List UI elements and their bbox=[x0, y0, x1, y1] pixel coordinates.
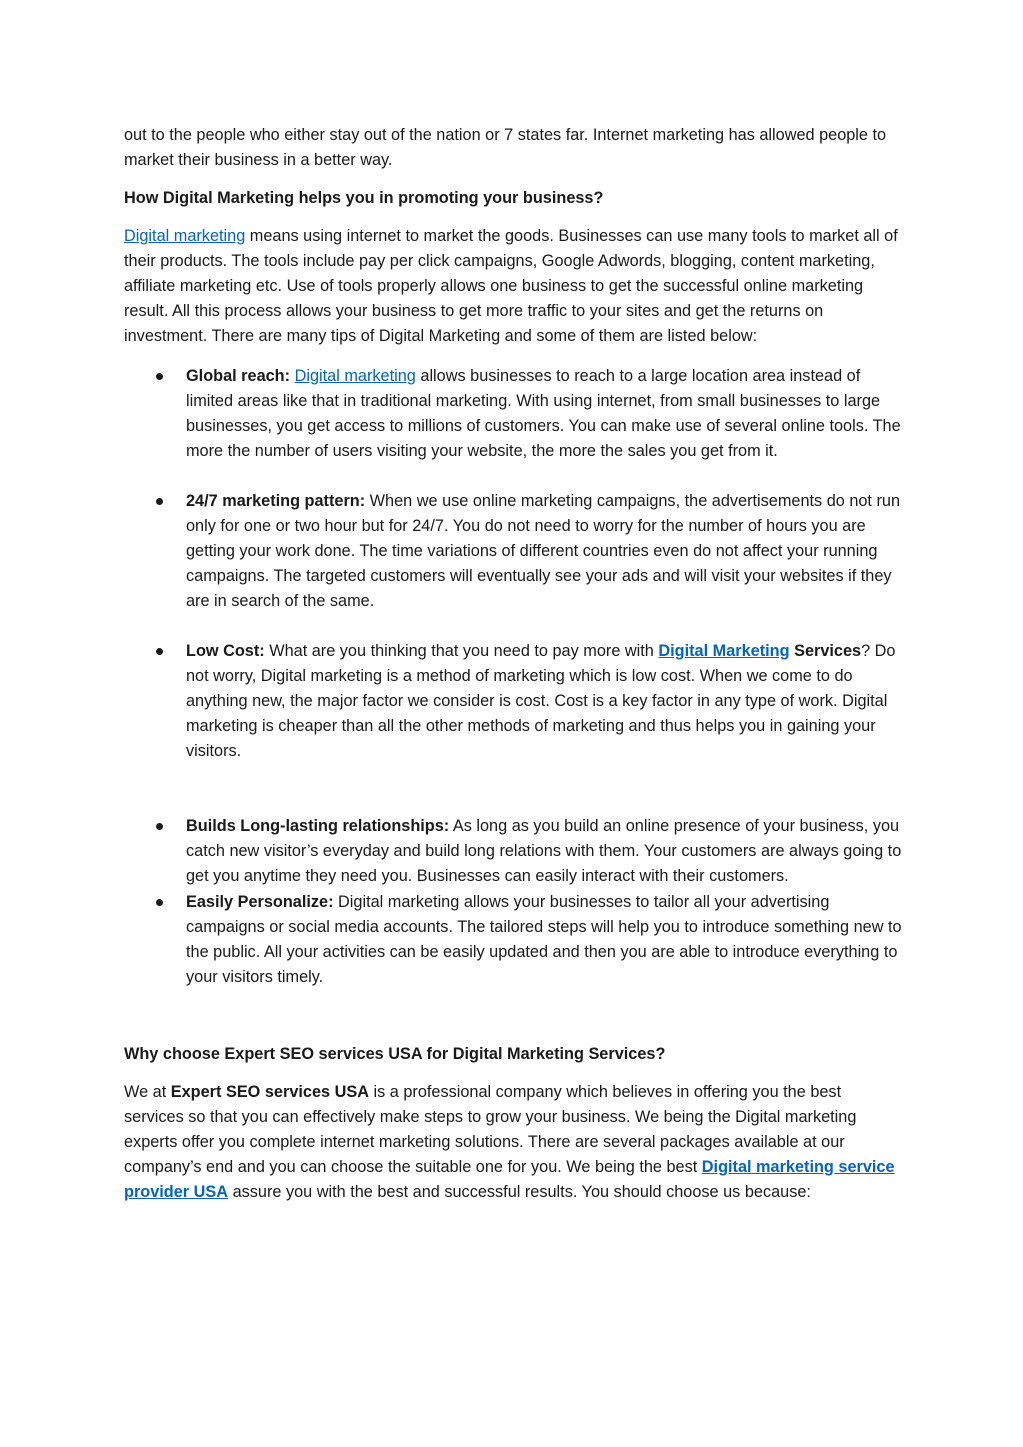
bullet-icon bbox=[156, 373, 163, 380]
tips-list bbox=[124, 364, 904, 990]
document-page bbox=[124, 123, 904, 1220]
tip-text: When we use online marketing campaigns, the advertisements do not run only for one or two hour but for 24/7. You do not need to worry for the number of hours you are getting your work done. The time variations of different countries even do not affect your running campaigns. The targeted customers will eventually see your ads and will visit your websites if they are in search of the same. bbox=[186, 492, 901, 610]
list-item-low-cost bbox=[124, 639, 904, 764]
list-item-marketing-pattern bbox=[124, 489, 904, 614]
services-bold-text: Services bbox=[794, 642, 862, 660]
tip-text: allows businesses to reach to a large location area instead of limited areas like that in traditional marketing. With using internet, from small businesses to large businesses, you get access to millions of customers. You can make use of several online tools. The more the number of users visiting your website, the more the sales you get from it. bbox=[186, 367, 901, 460]
bullet-icon bbox=[156, 498, 163, 505]
list-item-global-reach bbox=[124, 364, 904, 464]
tip-title: 24/7 marketing pattern: bbox=[186, 492, 366, 510]
section-heading-why-choose: Why choose Expert SEO services USA for Digital Marketing Services? bbox=[124, 1045, 666, 1063]
service-provider-usa-link[interactable]: Digital marketing service provider USA bbox=[124, 1158, 895, 1201]
section-heading-how: How Digital Marketing helps you in promoting your business? bbox=[124, 189, 604, 207]
why-choose-paragraph bbox=[124, 1080, 904, 1205]
intro-paragraph bbox=[124, 123, 904, 173]
tip-text: As long as you build an online presence of your business, you catch new visitor’s everyday and build long relations with them. Your customers are always going to get you anytime they need you. Businesses can easily interact with their customers. bbox=[186, 817, 902, 885]
bullet-icon bbox=[156, 899, 163, 906]
tip-title: Global reach: bbox=[186, 367, 291, 385]
digital-marketing-text: means using internet to market the goods. Businesses can use many tools to market all of their products. The tools include pay per click campaigns, Google Adwords, blogging, content marketing, affiliate marketing etc. Use of tools properly allows one business to get the successful online marketing result. All this process allows your business to get more traffic to your sites and get the returns on investment. There are many tips of Digital Marketing and some of them are listed below: bbox=[124, 227, 898, 345]
why-text-end: assure you with the best and successful results. You should choose us because: bbox=[228, 1183, 811, 1201]
tip-title: Low Cost: bbox=[186, 642, 265, 660]
why-text-middle: is a professional company which believes in offering you the best services so that you can effectively make steps to grow your business. We being the Digital marketing experts offer you complete internet marketing solutions. There are several packages available at our company’s end and you can choose the suitable one for you. We being the best bbox=[124, 1083, 857, 1176]
tip-text: What are you thinking that you need to pay more with bbox=[264, 642, 659, 660]
why-text-start: We at bbox=[124, 1083, 171, 1101]
digital-marketing-services-link[interactable]: Digital Marketing bbox=[658, 642, 790, 660]
company-name: Expert SEO services USA bbox=[170, 1083, 369, 1101]
list-item-relationships bbox=[124, 814, 904, 889]
intro-text: out to the people who either stay out of the nation or 7 states far. Internet marketing has allowed people to market their business in a better way. bbox=[124, 126, 887, 169]
bullet-icon bbox=[156, 823, 163, 830]
digital-marketing-link[interactable]: Digital marketing bbox=[124, 227, 246, 245]
tip-text: ? Do not worry, Digital marketing is a method of marketing which is low cost. When we come to do anything new, the major factor we consider is cost. Cost is a key factor in any type of work. Digital marketing is cheaper than all the other methods of marketing and thus helps you in gaining your visitors. bbox=[186, 642, 896, 760]
tip-title: Builds Long-lasting relationships: bbox=[186, 817, 450, 835]
global-reach-digital-marketing-link[interactable]: Digital marketing bbox=[294, 367, 416, 385]
bullet-icon bbox=[156, 648, 163, 655]
tip-title: Easily Personalize: bbox=[186, 893, 334, 911]
digital-marketing-paragraph bbox=[124, 224, 904, 349]
list-item-personalize bbox=[124, 890, 904, 990]
tip-text: Digital marketing allows your businesses to tailor all your advertising campaigns or social media accounts. The tailored steps will help you to introduce something new to the public. All your activities can be easily updated and then you are able to introduce everything to your visitors timely. bbox=[186, 893, 902, 986]
